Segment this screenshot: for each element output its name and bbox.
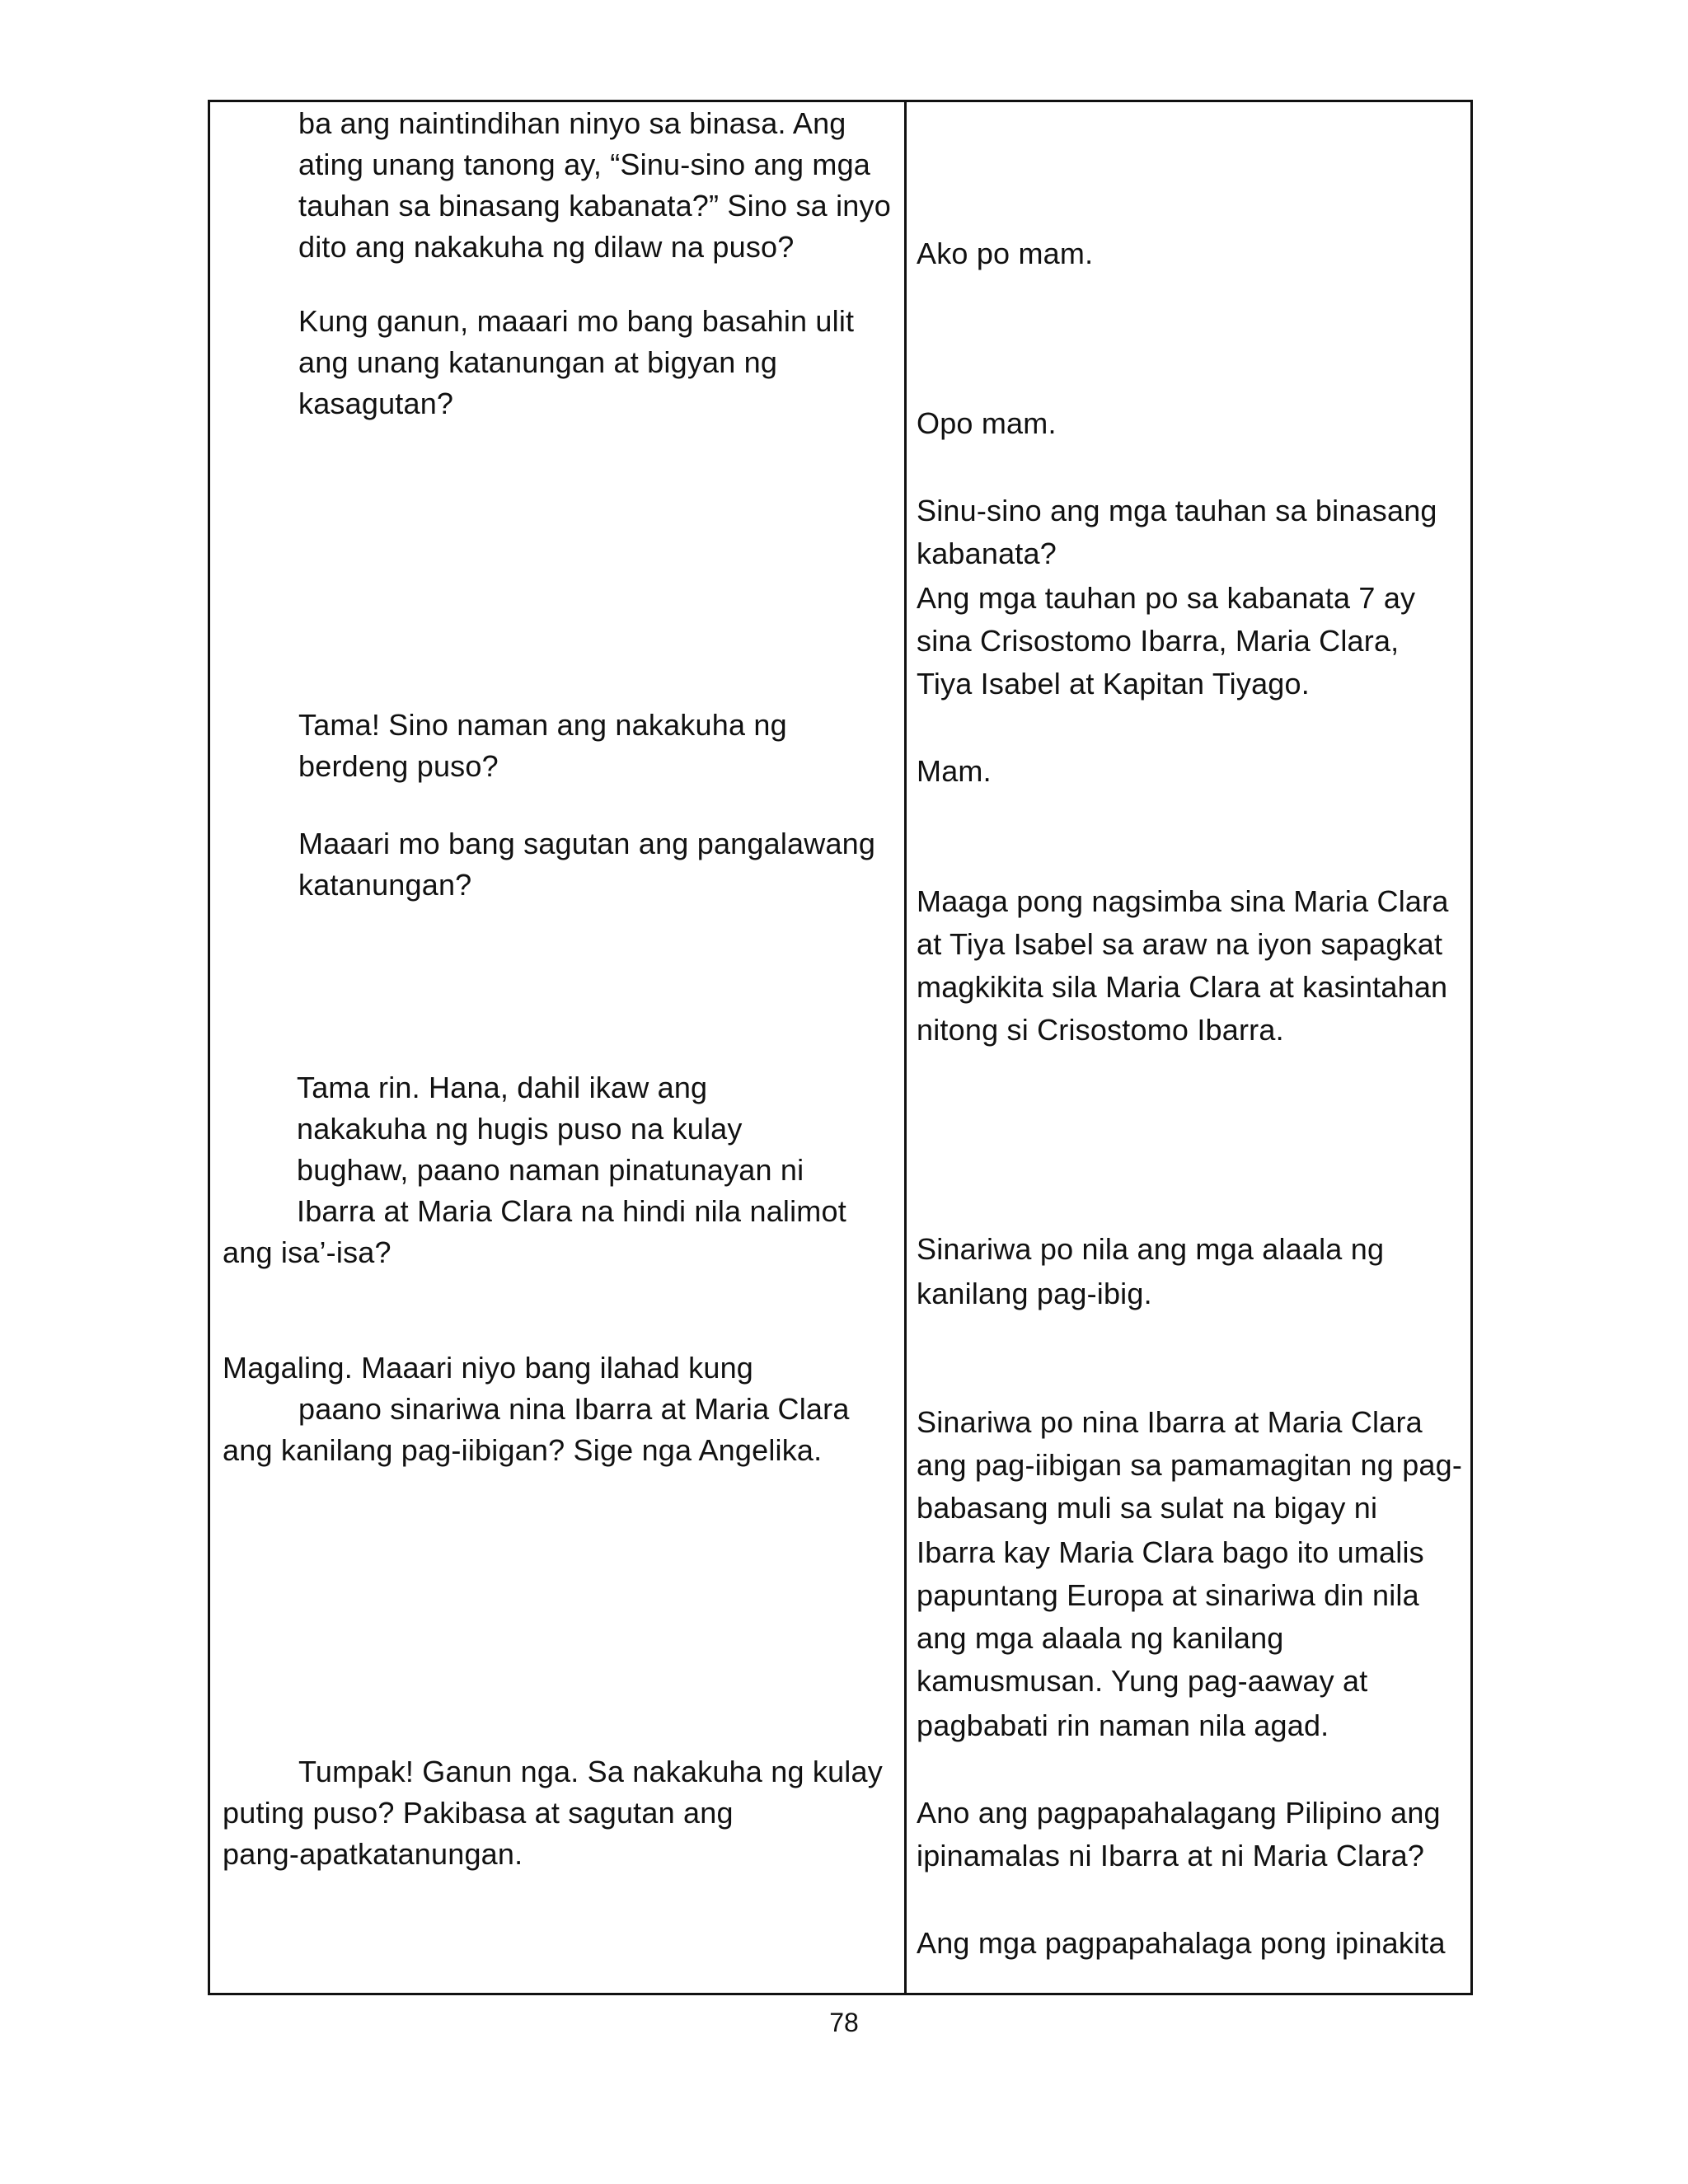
teacher-line: ating unang tanong ay, “Sinu-sino ang mga (298, 148, 871, 181)
student-line: nitong si Crisostomo Ibarra. (917, 1013, 1284, 1047)
teacher-line: pang-apatkatanungan. (223, 1837, 523, 1871)
teacher-line: kasagutan? (298, 387, 454, 420)
student-line: Sinu-sino ang mga tauhan sa binasang (917, 494, 1437, 527)
teacher-line: ba ang naintindihan ninyo sa binasa. Ang (298, 106, 846, 140)
column-divider (904, 102, 907, 1993)
student-line: pagbabati rin naman nila agad. (917, 1708, 1329, 1742)
teacher-line: bughaw, paano naman pinatunayan ni (297, 1153, 804, 1187)
teacher-line: Tama rin. Hana, dahil ikaw ang (297, 1071, 708, 1104)
student-line: Ano ang pagpapahalagang Pilipino ang (917, 1796, 1441, 1830)
teacher-line: dito ang nakakuha ng dilaw na puso? (298, 230, 795, 264)
student-line: Sinariwa po nina Ibarra at Maria Clara (917, 1405, 1423, 1439)
student-line: ipinamalas ni Ibarra at ni Maria Clara? (917, 1839, 1425, 1872)
student-line: papuntang Europa at sinariwa din nila (917, 1578, 1419, 1612)
student-line: kanilang pag-ibig. (917, 1277, 1152, 1310)
student-line: Ang mga pagpapahalaga pong ipinakita (917, 1926, 1446, 1960)
student-line: babasang muli sa sulat na bigay ni (917, 1491, 1378, 1525)
teacher-line: Magaling. Maaari niyo bang ilahad kung (223, 1351, 754, 1385)
student-line: Ako po mam. (917, 237, 1094, 270)
teacher-line: ang kanilang pag-iibigan? Sige nga Angelika. (223, 1433, 823, 1467)
teacher-line: ang isa’-isa? (223, 1235, 392, 1269)
teacher-line: Ibarra at Maria Clara na hindi nila nalimot (297, 1194, 846, 1228)
student-line: kamusmusan. Yung pag-aaway at (917, 1664, 1368, 1698)
teacher-line: puting puso? Pakibasa at sagutan ang (223, 1796, 734, 1830)
student-line: kabanata? (917, 537, 1057, 570)
student-line: Opo mam. (917, 406, 1057, 440)
page-number: 78 (829, 2008, 859, 2037)
teacher-line: Tumpak! Ganun nga. Sa nakakuha ng kulay (298, 1755, 883, 1788)
student-line: Maaga pong nagsimba sina Maria Clara (917, 884, 1449, 918)
teacher-line: nakakuha ng hugis puso na kulay (297, 1112, 743, 1146)
student-line: at Tiya Isabel sa araw na iyon sapagkat (917, 927, 1443, 961)
student-line: sina Crisostomo Ibarra, Maria Clara, (917, 624, 1400, 658)
student-line: ang mga alaala ng kanilang (917, 1621, 1284, 1655)
student-line: ang pag-iibigan sa pamamagitan ng pag- (917, 1448, 1463, 1482)
student-line: Ang mga tauhan po sa kabanata 7 ay (917, 581, 1416, 615)
teacher-line: ang unang katanungan at bigyan ng (298, 345, 778, 379)
student-line: Tiya Isabel at Kapitan Tiyago. (917, 667, 1310, 701)
student-line: Ibarra kay Maria Clara bago ito umalis (917, 1535, 1424, 1569)
teacher-line: Tama! Sino naman ang nakakuha ng (298, 708, 787, 742)
student-line: Sinariwa po nila ang mga alaala ng (917, 1232, 1385, 1266)
teacher-line: tauhan sa binasang kabanata?” Sino sa inyo (298, 189, 891, 223)
teacher-line: paano sinariwa nina Ibarra at Maria Clara (298, 1392, 850, 1426)
teacher-line: Maaari mo bang sagutan ang pangalawang (298, 827, 876, 860)
teacher-line: berdeng puso? (298, 749, 499, 783)
student-line: Mam. (917, 754, 992, 788)
student-line: magkikita sila Maria Clara at kasintahan (917, 970, 1448, 1004)
teacher-line: Kung ganun, maaari mo bang basahin ulit (298, 304, 855, 338)
teacher-line: katanungan? (298, 868, 472, 902)
